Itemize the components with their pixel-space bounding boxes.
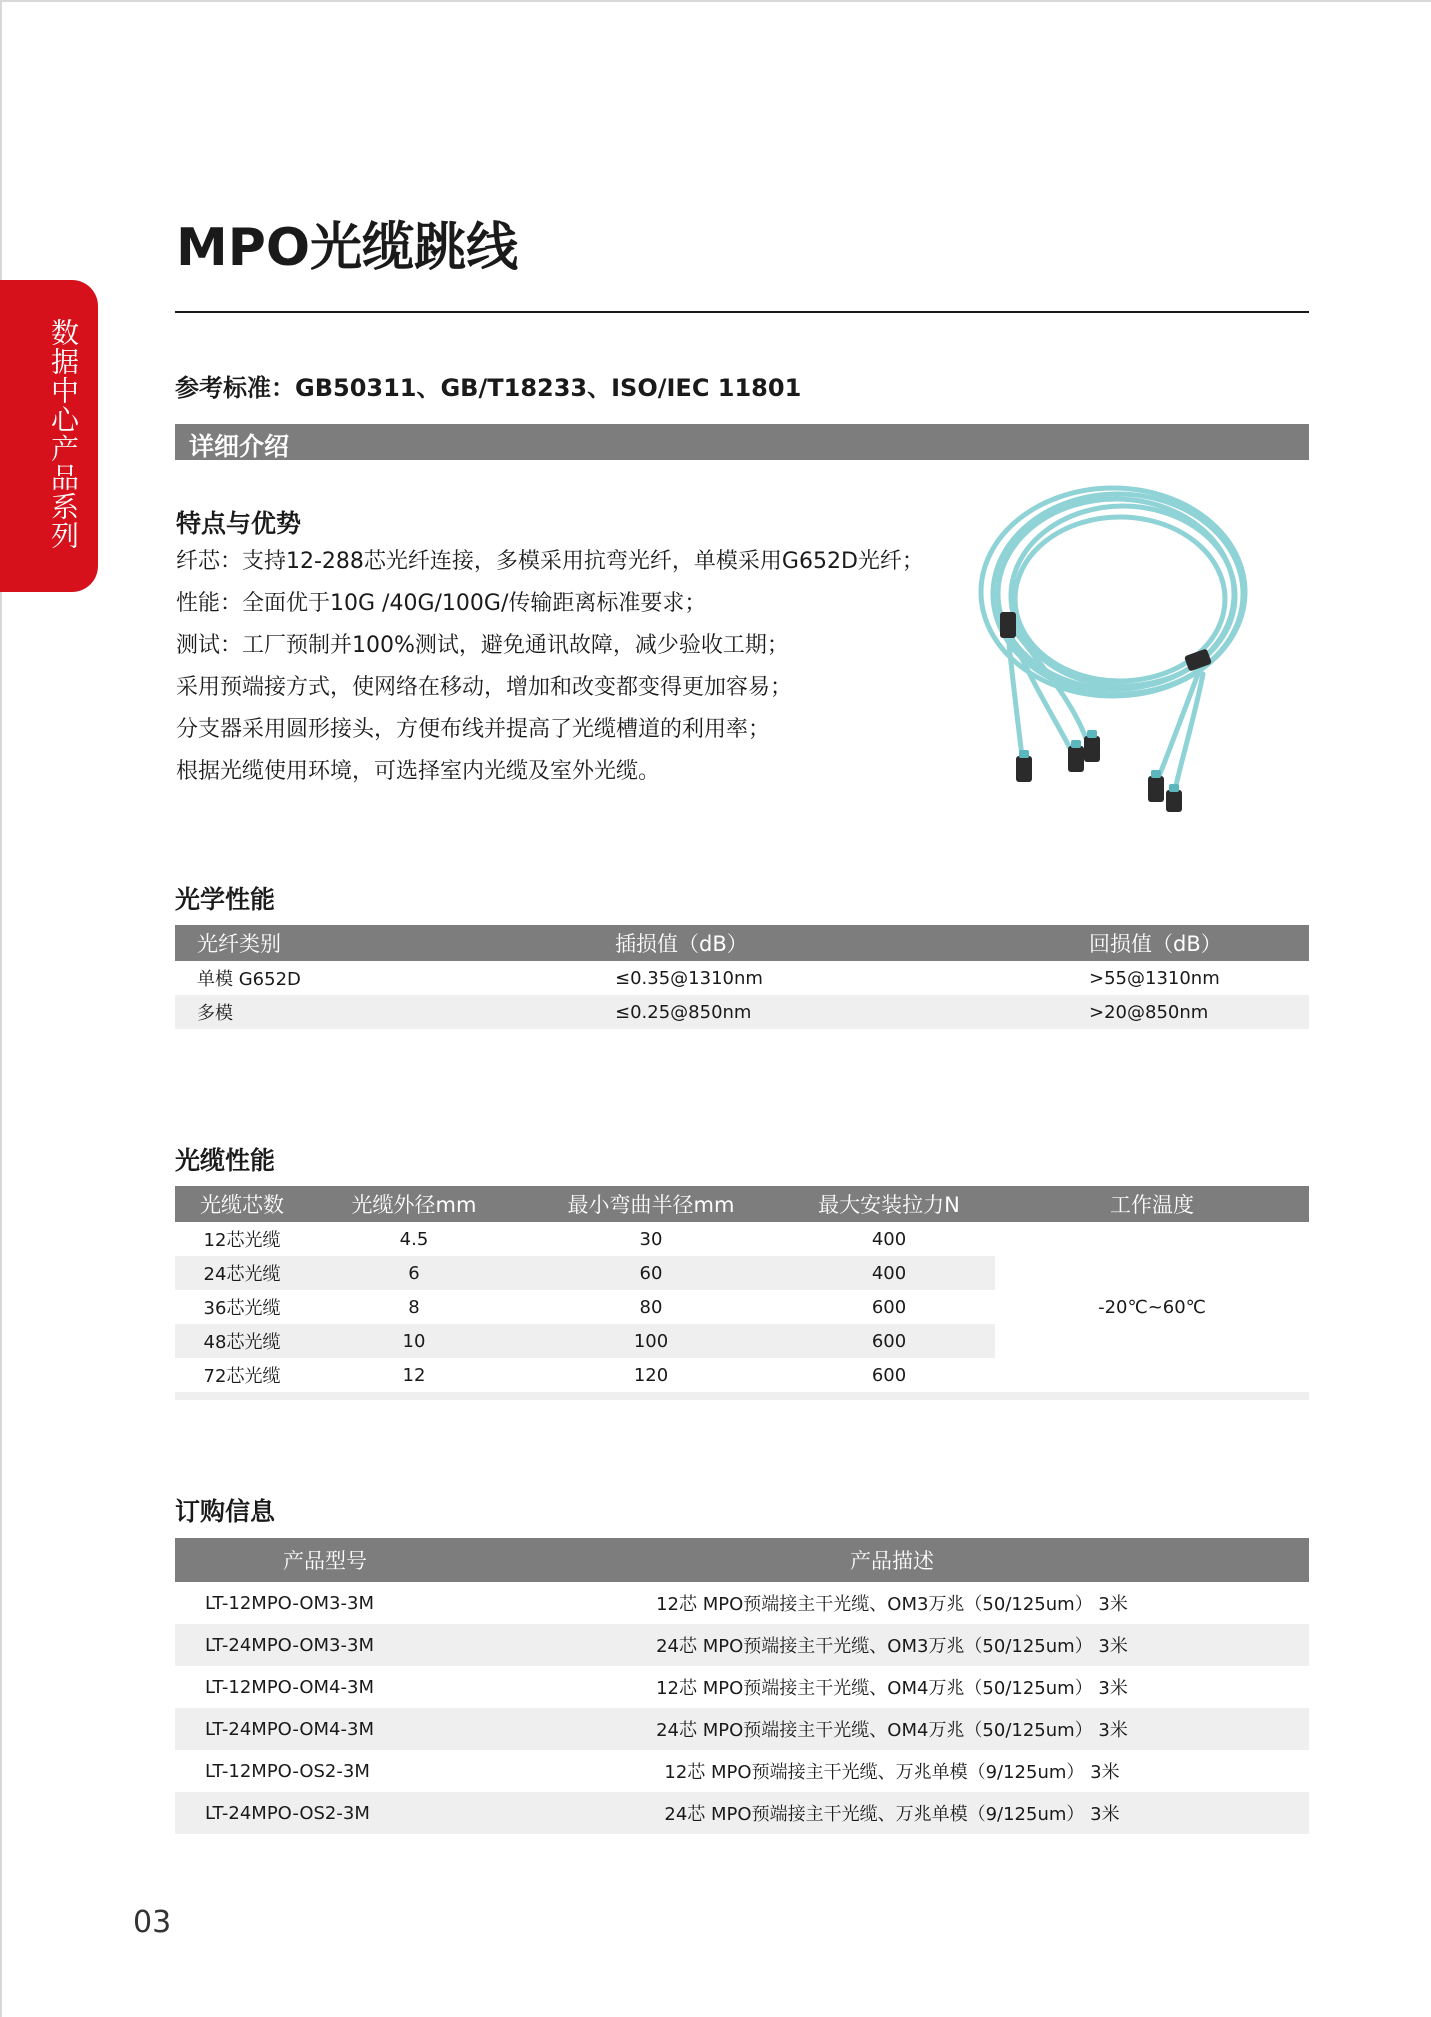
table-cell: 24芯 MPO预端接主干光缆、OM3万兆（50/125um） 3米 (475, 1624, 1309, 1666)
intro-section-label: 详细介绍 (189, 432, 290, 461)
table-header-row (175, 1538, 1309, 1582)
optical-performance-table (175, 925, 1309, 1029)
table-row (175, 1708, 1309, 1750)
column-header: 产品描述 (475, 1538, 1309, 1582)
table-cell: 600 (871, 1296, 907, 1318)
table-cell: 12 (402, 1364, 426, 1386)
features-list (176, 545, 924, 797)
table-cell: 10 (309, 1324, 519, 1358)
table-row (175, 1222, 1309, 1256)
page-number: 03 (133, 1905, 172, 1940)
table-cell: 24芯 MPO预端接主干光缆、OM4万兆（50/125um） 3米 (475, 1708, 1309, 1750)
column-header: 光缆芯数 (175, 1186, 309, 1222)
table-cell: 72芯光缆 (203, 1366, 281, 1387)
table-cell: 36芯光缆 (203, 1298, 281, 1319)
table-cell: 多模 (175, 995, 615, 1029)
optical-section-title: 光学性能 (175, 885, 276, 914)
cable-performance-table (175, 1186, 1309, 1400)
table-cell: LT-12MPO-OM3-3M (205, 1592, 374, 1614)
table-cell: 12芯 MPO预端接主干光缆、万兆单模（9/125um） 3米 (664, 1762, 1120, 1783)
table-cell: 12芯 MPO预端接主干光缆、OM3万兆（50/125um） 3米 (656, 1594, 1128, 1615)
table-cell: LT-24MPO-OS2-3M (175, 1792, 475, 1834)
table-row (175, 1750, 1309, 1792)
feature-item: 测试：工厂预制并100%测试，避免通讯故障，减少验收工期； (176, 633, 789, 658)
feature-item: 根据光缆使用环境，可选择室内光缆及室外光缆。 (176, 759, 661, 784)
table-row (175, 1792, 1309, 1834)
table-row (175, 995, 1309, 1029)
feature-item: 性能：全面优于10G /40G/100G/传输距离标准要求； (176, 591, 707, 616)
table-cell: LT-12MPO-OS2-3M (205, 1760, 370, 1782)
table-cell: 100 (519, 1324, 783, 1358)
table-cell: 12芯光缆 (203, 1230, 281, 1251)
table-row (175, 1624, 1309, 1666)
mpo-cable-product-image (968, 484, 1258, 814)
table-cell: 600 (783, 1324, 995, 1358)
column-header: 光纤类别 (175, 925, 615, 961)
feature-item: 纤芯：支持12-288芯光纤连接，多模采用抗弯光纤，单模采用G652D光纤； (176, 549, 924, 574)
table-cell: 4.5 (399, 1228, 429, 1250)
column-header: 光缆外径mm (309, 1186, 519, 1222)
table-cell: ≤0.35@1310nm (615, 967, 763, 989)
reference-standard: 参考标准：GB50311、GB/T18233、ISO/IEC 11801 (175, 374, 802, 402)
column-header: 产品型号 (175, 1538, 475, 1582)
table-row (175, 1582, 1309, 1624)
table-cell: LT-24MPO-OM3-3M (175, 1624, 475, 1666)
table-cell: 24芯光缆 (175, 1256, 309, 1290)
intro-section-bar (175, 424, 1309, 460)
title-divider (175, 311, 1309, 313)
table-cell: 12芯 MPO预端接主干光缆、OM4万兆（50/125um） 3米 (656, 1678, 1128, 1699)
column-header: 最小弯曲半径mm (519, 1186, 783, 1222)
column-header: 插损值（dB） (615, 925, 1089, 961)
table-cell: 8 (408, 1296, 420, 1318)
table-row (175, 1666, 1309, 1708)
table-cell: 400 (871, 1228, 907, 1250)
table-header-row (175, 925, 1309, 961)
table-cell: 80 (639, 1296, 663, 1318)
table-cell: LT-24MPO-OM4-3M (175, 1708, 475, 1750)
page-frame-top (0, 0, 1431, 2)
table-cell: 24芯 MPO预端接主干光缆、万兆单模（9/125um） 3米 (475, 1792, 1309, 1834)
table-cell: LT-12MPO-OM4-3M (205, 1676, 374, 1698)
order-info-table (175, 1538, 1309, 1834)
temperature-cell: -20℃~60℃ (995, 1222, 1309, 1392)
table-cell: 400 (783, 1256, 995, 1290)
table-cell: 60 (519, 1256, 783, 1290)
side-category-label: 数据中心产品系列 (47, 318, 80, 550)
table-cell: >55@1310nm (1089, 967, 1220, 989)
table-cell: >20@850nm (1089, 995, 1309, 1029)
features-title: 特点与优势 (176, 509, 302, 538)
table-cell: 120 (633, 1364, 669, 1386)
feature-item: 分支器采用圆形接头，方便布线并提高了光缆槽道的利用率； (176, 717, 771, 742)
table-header-row (175, 1186, 1309, 1222)
table-cell: 600 (871, 1364, 907, 1386)
cable-section-title: 光缆性能 (175, 1146, 276, 1175)
table-cell: ≤0.25@850nm (615, 995, 1089, 1029)
table-row-spacer (175, 1392, 1309, 1400)
column-header: 回损值（dB） (1089, 925, 1309, 961)
table-cell: 30 (639, 1228, 663, 1250)
order-section-title: 订购信息 (175, 1497, 276, 1526)
table-cell: 6 (309, 1256, 519, 1290)
feature-item: 采用预端接方式，使网络在移动，增加和改变都变得更加容易； (176, 675, 793, 700)
table-cell: 单模 G652D (197, 969, 301, 990)
table-cell: 48芯光缆 (175, 1324, 309, 1358)
column-header: 最大安装拉力N (783, 1186, 995, 1222)
table-cell (175, 1392, 1309, 1400)
column-header: 工作温度 (995, 1186, 1309, 1222)
table-row (175, 961, 1309, 995)
page-title: MPO光缆跳线 (176, 218, 519, 278)
